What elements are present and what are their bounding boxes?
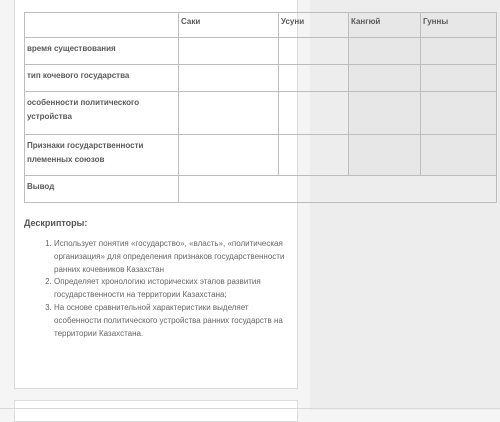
table-row: [25, 92, 497, 135]
table-cell: [349, 65, 421, 92]
table-cell: [349, 135, 421, 176]
table-cell: [349, 38, 421, 65]
row-label: Вывод: [25, 176, 179, 203]
table-cell: [279, 135, 349, 176]
list-item: 2. Определяет хронологию исторических этапов развития государственности на территории Казахстана;: [54, 276, 294, 302]
row-label: время существования: [25, 38, 179, 65]
divider: [0, 408, 500, 409]
descriptors-title: Дескрипторы:: [24, 218, 88, 228]
next-card: [14, 400, 298, 422]
table-header-kangyuy: Кангюй: [349, 13, 421, 38]
conclusion-cell: [179, 176, 497, 203]
table-header-usuni: Усуни: [279, 13, 349, 38]
descriptors-list: [24, 238, 294, 340]
table-cell: [179, 135, 279, 176]
list-item: 3. На основе сравнительной характеристики выделяет особенности политического устройства ранних государств на территории Казахстана.: [54, 302, 294, 340]
table-cell: [179, 92, 279, 135]
table-cell: [179, 38, 279, 65]
row-label: особенности политического устройства: [25, 92, 179, 135]
table-cell: [421, 38, 497, 65]
table-cell: [179, 65, 279, 92]
table-header-gunny: Гунны: [421, 13, 497, 38]
row-label: тип кочевого государства: [25, 65, 179, 92]
table-row: [25, 176, 497, 203]
table-cell: [421, 92, 497, 135]
comparison-table: [24, 12, 497, 203]
row-label: Признаки государственности племенных союзов: [25, 135, 179, 176]
table-header-saki: Саки: [179, 13, 279, 38]
table-cell: [279, 65, 349, 92]
table-row: [25, 38, 497, 65]
table-cell: [421, 65, 497, 92]
list-item: 1. Использует понятия «государство», «власть», «политическая организация» для определения признаков государственности ранних кочевников Казахстан: [54, 238, 294, 276]
table-row: [25, 65, 497, 92]
table-cell: [279, 92, 349, 135]
table-cell: [421, 135, 497, 176]
table-cell: [349, 92, 421, 135]
table-row: [25, 135, 497, 176]
table-header-row: [25, 13, 497, 38]
descriptors-section: [24, 218, 294, 340]
table-header-empty: [25, 13, 179, 38]
table-cell: [279, 38, 349, 65]
